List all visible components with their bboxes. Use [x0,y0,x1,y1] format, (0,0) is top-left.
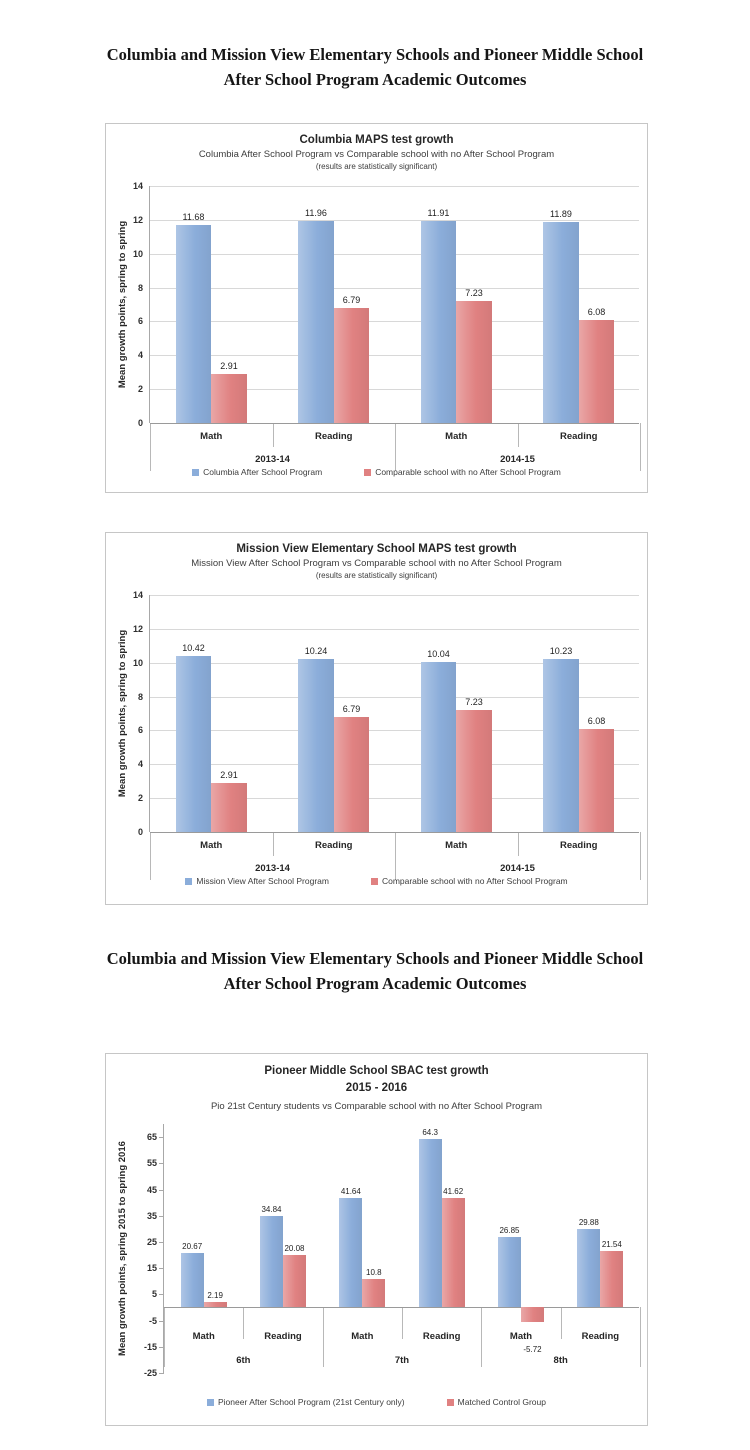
y-tick-label: 0 [137,418,143,428]
legend-label: Comparable school with no After School Program [381,876,568,886]
x-axis-line [150,832,639,833]
bar-value-label: 64.3 [422,1127,438,1137]
bar [283,1255,306,1308]
category-label: Math [200,431,223,442]
y-tick-label: 35 [146,1210,157,1221]
bar [543,659,579,832]
chart-note: (results are statistically significant) [315,162,438,171]
page-title-line1: Columbia and Mission View Elementary Schools and Pioneer Middle School [106,949,644,968]
bar-value-label: 10.04 [427,649,450,660]
bar [419,1139,442,1308]
y-tick-label: -5 [148,1315,157,1326]
bar-value-label: 6.79 [342,704,361,715]
y-tick-label: 8 [137,282,143,293]
bar [543,222,579,423]
bar [456,710,492,832]
bar-value-label: 11.68 [182,212,205,223]
category-label: Math [445,840,468,851]
bar [334,717,370,832]
legend-label: Mission View After School Program [196,876,329,886]
chart-subtitle: Mission View After School Program vs Comparable school with no After School Program [191,558,562,569]
legend-item [192,467,322,477]
y-tick-mark [159,1137,164,1138]
bar [498,1237,521,1307]
bar [211,783,247,832]
gridline [150,595,639,596]
chart-subtitle: Pio 21st Century students vs Comparable school with no After School Program [210,1101,543,1112]
y-axis-title: Mean growth points, spring to spring [117,220,128,389]
bar-value-label: 41.64 [340,1187,361,1197]
y-tick-label: 10 [132,248,143,259]
bar [579,320,615,423]
plot-area [132,590,639,874]
bar-value-label: 29.88 [578,1218,599,1228]
bar-value-label: 10.24 [304,645,328,656]
bar-value-label: 41.62 [443,1187,464,1197]
category-label: Reading [315,840,353,851]
bar [176,656,212,832]
y-tick-label: 4 [137,350,143,361]
y-tick-label: 4 [137,759,143,770]
y-tick-label: 14 [132,590,143,600]
bar [456,301,492,423]
y-tick-label: -15 [143,1341,157,1352]
bar [600,1251,623,1307]
legend-item [185,876,329,886]
y-axis-title: Mean growth points, spring 2015 to spring 2016 [117,1141,128,1356]
chart-subtitle: Columbia After School Program vs Comparable school with no After School Program [198,149,555,160]
bar [362,1279,385,1307]
y-tick-mark [159,1373,164,1374]
bar [211,374,247,423]
y-tick-mark [159,1216,164,1217]
category-label: Math [200,840,223,851]
group-label: 2013-14 [255,863,290,874]
category-label: Math [192,1331,215,1343]
legend-color-swatch [364,469,371,476]
bar [204,1302,227,1308]
bar-value-label: 6.08 [587,307,606,318]
page-title-line1: Columbia and Mission View Elementary Schools and Pioneer Middle School [106,45,644,64]
bar [176,225,212,423]
y-tick-label: 5 [151,1289,157,1300]
plot-area [143,1124,639,1378]
chart-legend [106,876,647,886]
category-label: Reading [560,840,598,851]
group-label: 2014-15 [500,863,535,874]
chart-legend [106,467,647,477]
gridline [150,629,639,630]
y-tick-mark [159,1268,164,1269]
y-axis-title: Mean growth points, spring to spring [117,629,128,798]
bar-value-label: 7.23 [465,696,483,707]
group-label: 2014-15 [500,454,535,465]
legend-color-swatch [447,1399,454,1406]
legend-item [447,1397,546,1407]
bar-value-label: 10.42 [182,642,205,653]
bar [298,221,334,423]
bar-value-label: 21.54 [601,1240,622,1250]
gridline [150,186,639,187]
bar-value-label: 7.23 [465,287,483,298]
bar [442,1198,465,1307]
y-tick-label: 6 [137,725,143,736]
bar-value-label: 11.91 [427,208,450,219]
y-tick-label: 0 [137,827,143,837]
bar-value-label: 10.23 [549,645,573,656]
bar [579,729,615,832]
gridline [150,220,639,221]
bar [334,308,370,423]
category-label: Math [351,1331,374,1343]
bar-value-label: 6.08 [587,716,606,727]
y-tick-label: 10 [132,657,143,668]
y-tick-mark [159,1294,164,1295]
legend-label: Matched Control Group [457,1397,546,1407]
y-tick-label: 45 [146,1184,157,1195]
group-divider [640,832,641,880]
bar-value-label: 11.89 [550,208,572,219]
bar [521,1307,544,1322]
legend-label: Columbia After School Program [203,467,323,477]
page-title-line2: After School Program Academic Outcomes [223,974,527,993]
bar-value-label: 2.19 [207,1290,223,1300]
legend-label: Comparable school with no After School Program [375,467,561,477]
y-tick-label: 12 [132,214,143,225]
bar [298,659,334,832]
category-label: Reading [422,1331,461,1343]
group-label: 7th [394,1355,410,1367]
group-label: 8th [553,1355,568,1367]
category-label: Math [509,1331,533,1343]
bar-value-label: 34.84 [261,1205,282,1215]
bar-value-label: 6.79 [342,295,361,306]
y-tick-label: 65 [146,1132,157,1143]
columbia-chart-panel [105,123,648,493]
group-divider [640,1307,641,1367]
group-label: 6th [236,1355,251,1367]
y-tick-label: 6 [137,316,143,327]
legend-item [371,876,568,886]
legend-item [364,467,561,477]
x-axis-line [164,1307,639,1308]
chart-title: Columbia MAPS test growth [299,134,454,146]
y-tick-mark [159,1190,164,1191]
page-title-line2: After School Program Academic Outcomes [223,70,527,89]
category-label: Math [445,431,468,442]
bar-value-label: 20.67 [182,1242,203,1252]
legend-label: Pioneer After School Program (21st Century only) [218,1397,405,1407]
category-label: Reading [581,1331,620,1343]
y-tick-label: -25 [143,1368,157,1378]
legend-color-swatch [192,469,199,476]
category-label: Reading [315,431,353,442]
bar-value-label: 2.91 [220,360,238,371]
bar [421,221,457,423]
y-tick-label: 14 [132,181,143,191]
category-label: Reading [264,1331,302,1343]
plot-area [132,181,639,465]
category-label: Reading [560,431,598,442]
bar-value-label: 20.08 [284,1243,305,1253]
legend-color-swatch [207,1399,214,1406]
y-tick-label: 8 [137,691,143,702]
chart-title: Pioneer Middle School SBAC test growth [264,1065,489,1077]
bar [339,1198,362,1307]
group-divider [640,423,641,471]
group-label: 2013-14 [255,454,290,465]
y-tick-label: 15 [146,1263,157,1274]
y-tick-label: 25 [146,1236,157,1247]
mission-view-chart-panel [105,532,648,905]
chart-legend [106,1397,647,1407]
legend-color-swatch [185,878,192,885]
bar [260,1216,283,1307]
page-title-repeat [0,946,750,996]
pioneer-chart-panel [105,1053,648,1426]
chart-note: (results are statistically significant) [315,571,438,580]
page-title [0,42,750,92]
legend-color-swatch [371,878,378,885]
bar-value-label: 26.85 [499,1226,520,1236]
bar-value-label: -5.72 [523,1345,542,1355]
y-tick-label: 12 [132,623,143,634]
y-tick-mark [159,1163,164,1164]
y-tick-label: 55 [146,1158,157,1169]
bar-value-label: 10.8 [366,1268,382,1278]
chart-title-year: 2015 - 2016 [345,1082,408,1094]
bar-value-label: 11.96 [305,207,327,218]
bar-value-label: 2.91 [220,769,238,780]
bar [421,662,457,832]
y-tick-mark [159,1242,164,1243]
y-tick-label: 2 [137,793,143,804]
chart-title: Mission View Elementary School MAPS test growth [236,543,517,555]
y-tick-label: 2 [137,384,143,395]
x-axis-line [150,423,639,424]
legend-item [207,1397,405,1407]
